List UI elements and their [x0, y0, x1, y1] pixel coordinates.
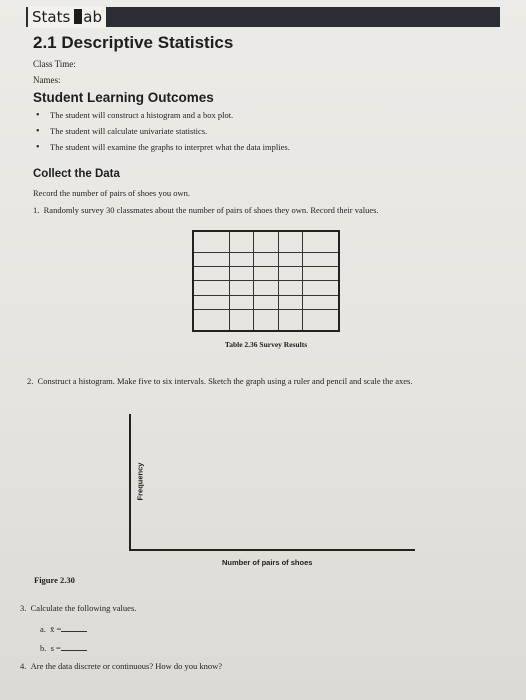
page-title: 2.1 Descriptive Statistics: [33, 33, 234, 52]
figure-caption: Figure 2.30: [34, 575, 75, 585]
y-axis-label: Frequency: [135, 462, 145, 501]
table-cell: [230, 295, 254, 309]
names-label: Names:: [33, 75, 61, 85]
table-cell: [230, 310, 254, 331]
answer-blank: [61, 650, 87, 651]
list-item: • The student will calculate univariate statistics.: [36, 126, 208, 137]
table-cell: [302, 267, 339, 281]
table-caption: Table 2.36 Survey Results: [224, 340, 308, 349]
table-cell: [278, 252, 302, 266]
x-axis-label: Number of pairs of shoes: [222, 558, 313, 567]
y-axis: [129, 414, 131, 550]
table-row: [193, 267, 339, 281]
table-cell: [230, 231, 254, 252]
survey-table: [192, 230, 340, 332]
question-2: 2. Construct a histogram. Make five to six intervals. Sketch the graph using a ruler and pencil and scale the axes.: [27, 376, 413, 386]
table-cell: [254, 310, 278, 331]
table-cell: [302, 252, 339, 266]
table-cell: [193, 310, 230, 331]
table-row: [193, 252, 339, 266]
table-cell: [254, 231, 278, 252]
question-4: 4. Are the data discrete or continuous? How do you know?: [20, 661, 223, 671]
question-3: 3. Calculate the following values.: [20, 603, 137, 613]
table-cell: [193, 267, 230, 281]
table-cell: [254, 252, 278, 266]
list-item: • The student will construct a histogram and a box plot.: [36, 110, 234, 121]
table-cell: [302, 310, 339, 331]
collect-intro: Record the number of pairs of shoes you own.: [33, 188, 190, 198]
list-item: • The student will examine the graphs to interpret what the data implies.: [36, 142, 290, 153]
table-row: [193, 310, 339, 331]
collect-heading: Collect the Data: [33, 168, 120, 180]
table-cell: [302, 231, 339, 252]
table-cell: [254, 267, 278, 281]
table-cell: [193, 252, 230, 266]
table-cell: [230, 252, 254, 266]
answer-blank: [61, 631, 87, 632]
table-cell: [230, 281, 254, 295]
brand-left: Stats: [32, 8, 71, 26]
table-cell: [278, 281, 302, 295]
table-row: [193, 231, 339, 252]
question-3a: a. x̄ =: [40, 624, 87, 634]
table-row: [193, 281, 339, 295]
x-axis: [129, 549, 415, 551]
table-cell: [254, 295, 278, 309]
table-cell: [278, 295, 302, 309]
table-cell: [193, 231, 230, 252]
table-cell: [278, 267, 302, 281]
table-cell: [278, 231, 302, 252]
outcomes-heading: Student Learning Outcomes: [33, 90, 214, 105]
question-1: 1. Randomly survey 30 classmates about the number of pairs of shoes they own. Record their values.: [33, 205, 379, 215]
table-cell: [302, 295, 339, 309]
table-cell: [230, 267, 254, 281]
table-cell: [254, 281, 278, 295]
table-row: [193, 295, 339, 309]
brand-label: [28, 6, 106, 28]
table-cell: [193, 295, 230, 309]
outcomes-list: [36, 109, 290, 157]
table-cell: [302, 281, 339, 295]
brand-right: ab: [83, 8, 103, 26]
class-time-label: Class Time:: [33, 59, 76, 69]
table-cell: [193, 281, 230, 295]
brand-mark-icon: [74, 9, 82, 24]
table-cell: [278, 310, 302, 331]
question-3b: b. s =: [40, 643, 87, 653]
